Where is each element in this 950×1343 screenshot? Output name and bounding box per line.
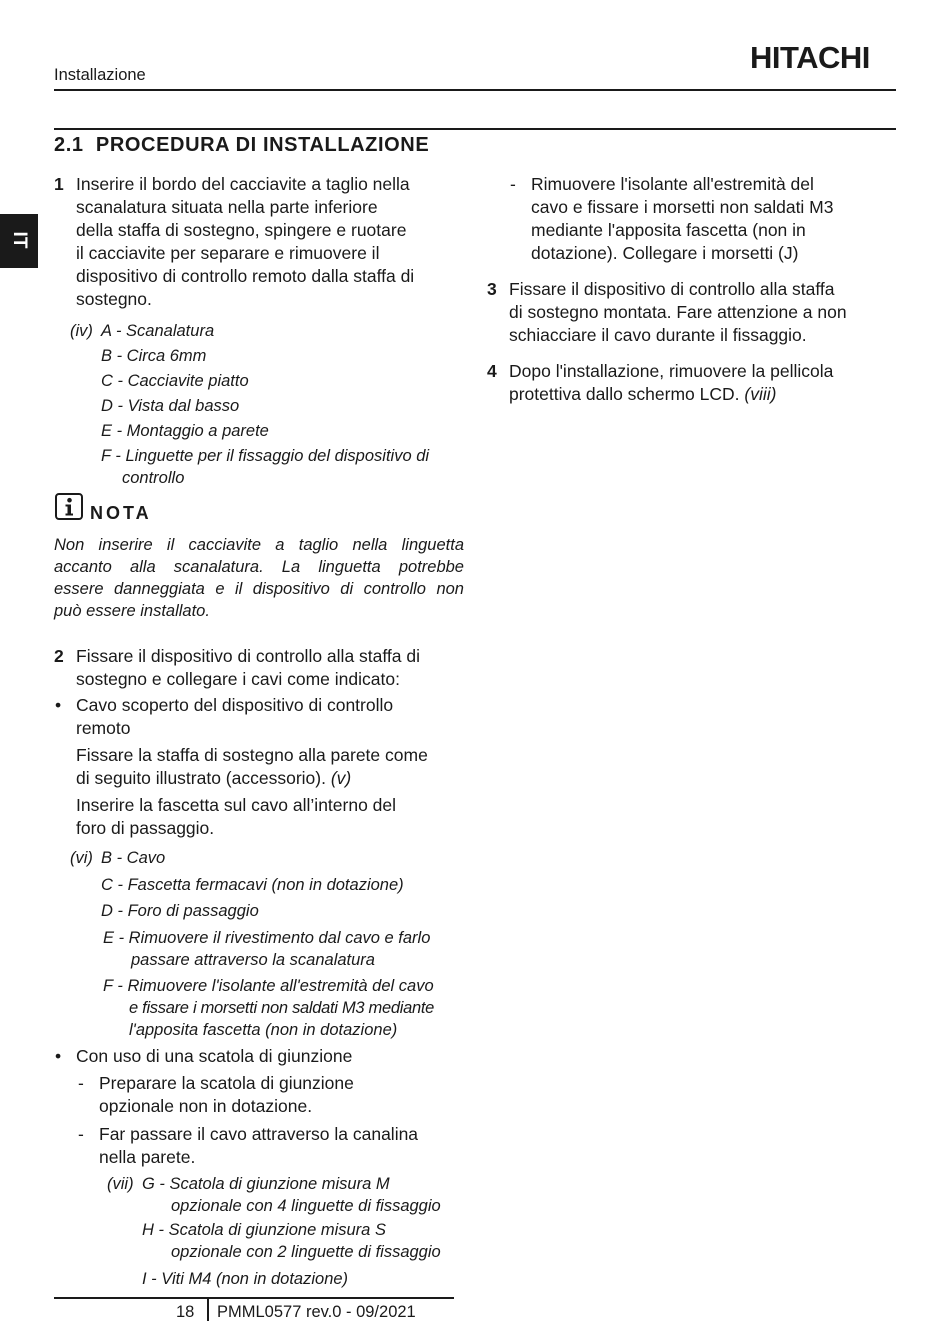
dash-symbol: - <box>78 1124 84 1144</box>
legend-vi-item-e <box>103 927 473 971</box>
step-2-text <box>76 645 471 691</box>
step-4-number: 4 <box>487 361 497 381</box>
step-2-number: 2 <box>54 646 64 666</box>
bullet-1-para-b-line: Inserire la fascetta sul cavo all’interno del <box>76 795 397 815</box>
right-dash-item <box>531 173 901 265</box>
bullet-symbol: • <box>55 1046 62 1066</box>
legend-item: G - Scatola di giunzione misura M <box>142 1175 390 1193</box>
legend-vii-item-i: I - Viti M4 (non in dotazione) <box>142 1270 349 1288</box>
legend-item: E - Montaggio a parete <box>101 422 269 440</box>
dash-line: opzionale non in dotazione. <box>99 1096 313 1116</box>
section-title: 2.1 PROCEDURA DI INSTALLAZIONE <box>54 134 430 156</box>
bullet-1-text <box>76 694 471 840</box>
figure-ref-iv: (iv) <box>70 322 93 340</box>
legend-item: A - Scanalatura <box>101 322 215 340</box>
step-3-text <box>509 278 899 347</box>
step-1-line: Inserire il bordo del cacciavite a taglio nella <box>76 174 410 194</box>
dash-symbol: - <box>78 1073 84 1093</box>
legend-vi-item-f <box>103 975 473 1041</box>
legend-item: C - Fascetta fermacavi (non in dotazione) <box>101 875 404 894</box>
bullet-1-line: Cavo scoperto del dispositivo di controllo <box>76 695 394 715</box>
legend-item: F - Linguette per il fissaggio del dispositivo di <box>101 447 430 465</box>
bullet-1-para-a-text: di seguito illustrato (accessorio). <box>76 768 326 788</box>
legend-item: C - Cacciavite piatto <box>101 372 249 390</box>
note-line: Non inserire il cacciavite a taglio nella linguetta <box>54 536 464 554</box>
legend-item-continuation: opzionale con 2 linguette di fissaggio <box>171 1243 441 1261</box>
legend-item: H - Scatola di giunzione misura S <box>142 1221 386 1239</box>
footer-rule <box>54 1297 454 1299</box>
bullet-2-dash-1 <box>99 1072 469 1118</box>
step-3-line: Fissare il dispositivo di controllo alla staffa <box>509 279 835 299</box>
step-3-line: di sostegno montata. Fare attenzione a non <box>509 302 847 322</box>
legend-item-continuation: l'apposita fascetta (non in dotazione) <box>129 1021 398 1039</box>
legend-item: B - Circa 6mm <box>101 347 207 365</box>
header-rule <box>54 89 896 91</box>
step-4-line-2 <box>509 383 899 406</box>
header-section-label: Installazione <box>54 66 146 84</box>
document-code: PMML0577 rev.0 - 09/2021 <box>217 1303 416 1321</box>
legend-item-continuation: opzionale con 4 linguette di fissaggio <box>171 1197 441 1215</box>
legend-vi <box>101 847 471 927</box>
dash-symbol: - <box>510 174 516 194</box>
legend-item: B - Cavo <box>101 849 166 867</box>
legend-iv <box>101 320 471 489</box>
page-number: 18 <box>176 1303 195 1321</box>
dash-line: Rimuovere l'isolante all'estremità del <box>531 174 814 194</box>
note-title: NOTA <box>90 503 152 523</box>
language-tab-label: IT <box>9 231 30 249</box>
legend-item: D - Vista dal basso <box>101 397 240 415</box>
legend-item: F - Rimuovere l'isolante all'estremità del cavo <box>103 977 434 995</box>
note-line: può essere installato. <box>54 602 210 620</box>
note-text <box>54 534 464 622</box>
step-4-text <box>509 360 899 406</box>
info-icon <box>55 493 83 520</box>
step-1-line: scanalatura situata nella parte inferiore <box>76 197 378 217</box>
bullet-2-dash-2 <box>99 1123 469 1169</box>
step-1-line: della staffa di sostegno, spingere e ruotare <box>76 220 407 240</box>
step-2-line: Fissare il dispositivo di controllo alla staffa di <box>76 646 421 666</box>
section-rule <box>54 128 896 130</box>
legend-vii-item-h <box>142 1219 472 1263</box>
step-1-line: dispositivo di controllo remoto dalla staffa di <box>76 266 415 286</box>
legend-item: E - Rimuovere il rivestimento dal cavo e farlo <box>103 929 431 947</box>
note-line: accanto alla scanalatura. La linguetta potrebbe <box>54 558 464 576</box>
legend-item-continuation: e fissare i morsetti non saldati M3 mediante <box>129 999 435 1017</box>
step-4-text-end: protettiva dallo schermo LCD. <box>509 384 740 404</box>
step-3-number: 3 <box>487 279 497 299</box>
step-2-line: sostegno e collegare i cavi come indicato: <box>76 669 400 689</box>
dash-line: Preparare la scatola di giunzione <box>99 1073 354 1093</box>
dash-line: mediante l'apposita fascetta (non in <box>531 220 806 240</box>
step-1-number: 1 <box>54 174 64 194</box>
step-4-line: Dopo l'installazione, rimuovere la pellicola <box>509 361 834 381</box>
dash-line: Far passare il cavo attraverso la canalina <box>99 1124 419 1144</box>
bullet-1-line: remoto <box>76 718 131 738</box>
step-1-line: sostegno. <box>76 289 152 309</box>
figure-ref-viii: (viii) <box>744 384 777 404</box>
step-1-text <box>76 173 466 311</box>
note-line: essere danneggiata e il dispositivo di controllo non <box>54 580 464 598</box>
dash-line: dotazione). Collegare i morsetti (J) <box>531 243 799 263</box>
legend-vii-item-g <box>142 1173 472 1217</box>
legend-item-continuation: passare attraverso la scanalatura <box>131 951 375 969</box>
bullet-1-para-a-line: Fissare la staffa di sostegno alla parete come <box>76 745 428 765</box>
legend-item-continuation: controllo <box>122 469 185 487</box>
bullet-1-para-b-line: foro di passaggio. <box>76 818 215 838</box>
bullet-2-text: Con uso di una scatola di giunzione <box>76 1046 353 1066</box>
legend-item: D - Foro di passaggio <box>101 902 259 920</box>
hitachi-logo: HITACHI <box>750 40 870 75</box>
figure-ref-vii: (vii) <box>107 1175 134 1193</box>
language-tab <box>0 214 38 268</box>
figure-ref-v: (v) <box>330 768 352 788</box>
figure-ref-vi: (vi) <box>70 849 93 867</box>
step-3-line: schiacciare il cavo durante il fissaggio. <box>509 325 807 345</box>
footer-divider <box>207 1297 209 1321</box>
step-1-line: il cacciavite per separare e rimuovere il <box>76 243 380 263</box>
bullet-symbol: • <box>55 695 62 715</box>
dash-line: nella parete. <box>99 1147 196 1167</box>
dash-line: cavo e fissare i morsetti non saldati M3 <box>531 197 834 217</box>
bullet-1-para-a-line-2 <box>76 767 471 790</box>
